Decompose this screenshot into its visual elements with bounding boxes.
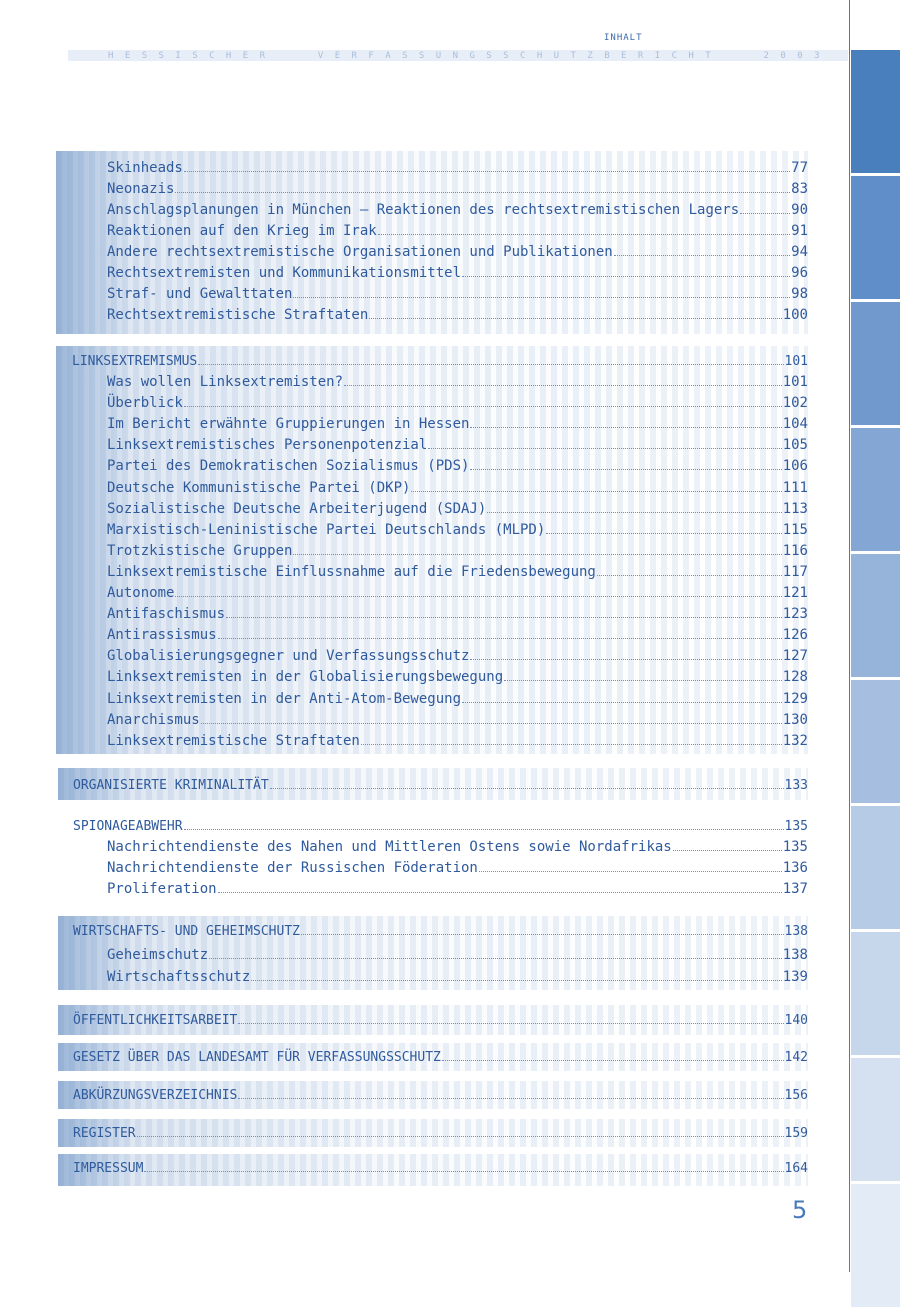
toc-leader-dots bbox=[293, 540, 781, 555]
toc-entry[interactable] bbox=[56, 498, 808, 519]
toc-entry-label: Deutsche Kommunistische Partei (DKP) bbox=[107, 479, 411, 496]
chapter-tab-7[interactable] bbox=[851, 806, 900, 929]
toc-page-number: 101 bbox=[782, 374, 808, 390]
toc-leader-dots bbox=[144, 1157, 783, 1172]
right-edge-line bbox=[849, 0, 850, 1272]
header-title-letter: G bbox=[469, 50, 475, 61]
toc-section-register bbox=[58, 1119, 808, 1147]
toc-section-oeffentlichkeitsarbeit bbox=[58, 1005, 808, 1035]
toc-entry[interactable] bbox=[56, 392, 808, 413]
toc-entry-label: Autonome bbox=[107, 585, 175, 601]
toc-leader-dots bbox=[344, 371, 782, 386]
toc-leader-dots bbox=[198, 350, 783, 365]
toc-entry-label: Marxistisch-Leninistische Partei Deutschlands (MLPD) bbox=[107, 521, 546, 538]
toc-entry-label: Neonazis bbox=[107, 181, 175, 197]
toc-leader-dots bbox=[361, 730, 782, 745]
toc-entry[interactable] bbox=[56, 477, 808, 498]
toc-page-number: 135 bbox=[782, 839, 808, 855]
chapter-tab-2[interactable] bbox=[851, 176, 900, 299]
toc-heading-label: SPIONAGEABWEHR bbox=[73, 819, 183, 834]
toc-heading-oeffentlichkeitsarbeit[interactable] bbox=[58, 1009, 808, 1030]
toc-entry-label: Wirtschaftsschutz bbox=[107, 969, 251, 985]
header-title-letter: B bbox=[604, 50, 610, 61]
toc-leader-dots bbox=[673, 836, 782, 851]
toc-entry-label: Anschlagsplanungen in München – Reaktionen des rechtsextremistischen Lagers bbox=[107, 202, 740, 218]
toc-entry-label: Linksextremistisches Personenpotenzial bbox=[107, 437, 428, 454]
toc-entry[interactable] bbox=[56, 199, 808, 220]
toc-leader-dots bbox=[238, 1009, 783, 1024]
toc-leader-dots bbox=[462, 262, 790, 277]
toc-entry-label: Skinheads bbox=[107, 160, 183, 176]
toc-entry-label: Trotzkistische Gruppen bbox=[107, 542, 293, 559]
toc-entry-label: Antirassismus bbox=[107, 627, 217, 644]
toc-entry[interactable] bbox=[56, 645, 808, 666]
toc-heading-organisierte-kriminalitaet[interactable] bbox=[58, 774, 808, 795]
header-title-letter: 2 bbox=[763, 50, 769, 61]
toc-entry-label: Linksextremistische Einflussnahme auf die Friedensbewegung bbox=[107, 563, 596, 580]
toc-page-number: 132 bbox=[782, 732, 808, 749]
toc-leader-dots bbox=[301, 920, 784, 935]
toc-page-number: 116 bbox=[782, 542, 808, 559]
toc-page-number: 117 bbox=[782, 563, 808, 580]
toc-heading-register[interactable] bbox=[58, 1122, 808, 1143]
chapter-tabs bbox=[851, 50, 900, 1310]
toc-page-number: 101 bbox=[784, 354, 808, 369]
toc-page-number: 127 bbox=[782, 648, 808, 665]
toc-entry[interactable] bbox=[56, 455, 808, 476]
header-title-letter: F bbox=[368, 50, 374, 61]
toc-page-number: 129 bbox=[782, 690, 808, 707]
header-title-letter: S bbox=[402, 50, 408, 61]
toc-entry[interactable] bbox=[56, 241, 808, 262]
header-title-letter: E bbox=[242, 50, 249, 61]
toc-entry-label: Antifaschismus bbox=[107, 606, 226, 623]
toc-page-number: 137 bbox=[782, 881, 808, 897]
toc-entry-label: Überblick bbox=[107, 395, 183, 412]
toc-entry[interactable] bbox=[56, 262, 808, 283]
toc-page-number: 102 bbox=[782, 395, 808, 412]
toc-page-number: 96 bbox=[791, 265, 808, 281]
toc-entry[interactable] bbox=[56, 730, 808, 751]
header-title-letter: E bbox=[334, 50, 341, 61]
header-title-letter: U bbox=[553, 50, 560, 61]
header-title-letter: A bbox=[385, 50, 391, 61]
toc-entry-label: Geheimschutz bbox=[107, 947, 209, 963]
toc-entry[interactable] bbox=[56, 582, 808, 603]
chapter-tab-5[interactable] bbox=[851, 554, 900, 677]
chapter-tab-6[interactable] bbox=[851, 680, 900, 803]
chapter-tab-8[interactable] bbox=[851, 932, 900, 1055]
header-title-letter: S bbox=[418, 50, 425, 61]
toc-leader-dots bbox=[218, 878, 782, 893]
chapter-tab-3[interactable] bbox=[851, 302, 900, 425]
toc-page-number: 94 bbox=[791, 244, 808, 260]
toc-page-number: 111 bbox=[782, 479, 808, 496]
toc-entry-label: Linksextremisten in der Globalisierungsbewegung bbox=[107, 669, 504, 686]
toc-entry[interactable] bbox=[56, 709, 808, 730]
toc-page-number: 142 bbox=[784, 1050, 808, 1065]
toc-heading-label: ABKÜRZUNGSVERZEICHNIS bbox=[73, 1088, 238, 1103]
toc-section-spionageabwehr bbox=[58, 815, 808, 905]
toc-leader-dots bbox=[428, 434, 781, 449]
toc-page-number: 91 bbox=[791, 223, 808, 239]
toc-entry[interactable] bbox=[56, 434, 808, 455]
toc-heading-label: LINKSEXTREMISMUS bbox=[72, 354, 198, 369]
toc-heading-label: REGISTER bbox=[73, 1126, 136, 1141]
toc-page-number: 128 bbox=[782, 669, 808, 686]
toc-leader-dots bbox=[442, 1046, 784, 1061]
toc-entry[interactable] bbox=[58, 944, 808, 965]
header-title-letter: R bbox=[351, 50, 357, 61]
toc-entry[interactable] bbox=[56, 519, 808, 540]
toc-entry-label: Partei des Demokratischen Sozialismus (PDS) bbox=[107, 458, 470, 475]
header-title-letter: C bbox=[519, 50, 526, 61]
toc-leader-dots bbox=[470, 413, 781, 428]
toc-section-linksextremismus bbox=[56, 346, 808, 754]
toc-section-rechtsextremismus bbox=[56, 151, 808, 334]
header-title-letter: S bbox=[158, 50, 164, 61]
header-title-letter: E bbox=[124, 50, 131, 61]
toc-leader-dots bbox=[614, 241, 790, 256]
toc-section-wirtschaftsschutz bbox=[58, 916, 808, 990]
toc-leader-dots bbox=[378, 220, 790, 235]
toc-leader-dots bbox=[462, 688, 782, 703]
toc-section-gesetz bbox=[58, 1043, 808, 1071]
toc-entry[interactable] bbox=[56, 666, 808, 687]
toc-entry[interactable] bbox=[56, 220, 808, 241]
header-title-letter: Z bbox=[587, 50, 593, 61]
toc-leader-dots bbox=[270, 774, 784, 789]
toc-heading-label: IMPRESSUM bbox=[73, 1161, 144, 1176]
toc-leader-dots bbox=[226, 603, 782, 618]
toc-leader-dots bbox=[597, 561, 782, 576]
toc-leader-dots bbox=[238, 1084, 783, 1099]
toc-page-number: 83 bbox=[791, 181, 808, 197]
toc-leader-dots bbox=[209, 944, 782, 959]
toc-entry[interactable] bbox=[56, 540, 808, 561]
toc-leader-dots bbox=[175, 178, 790, 193]
toc-leader-dots bbox=[470, 455, 781, 470]
toc-entry[interactable] bbox=[56, 603, 808, 624]
toc-heading-abkuerzungsverzeichnis[interactable] bbox=[58, 1084, 808, 1105]
toc-page-number: 105 bbox=[782, 437, 808, 454]
toc-leader-dots bbox=[201, 709, 782, 724]
toc-leader-dots bbox=[487, 498, 781, 513]
header-title-letter: H bbox=[536, 50, 543, 61]
chapter-tab-10[interactable] bbox=[851, 1184, 900, 1307]
toc-entry-label: Andere rechtsextremistische Organisationen und Publikationen bbox=[107, 244, 613, 260]
toc-page-number: 133 bbox=[784, 778, 808, 793]
toc-entry-label: Rechtsextremistische Straftaten bbox=[107, 307, 369, 323]
toc-entry[interactable] bbox=[58, 878, 808, 899]
toc-leader-dots bbox=[740, 199, 790, 214]
header-title-letter: S bbox=[192, 50, 198, 61]
toc-entry-label: Proliferation bbox=[107, 881, 217, 897]
toc-section-impressum bbox=[58, 1154, 808, 1186]
toc-heading-label: ÖFFENTLICHKEITSARBEIT bbox=[73, 1013, 238, 1028]
toc-leader-dots bbox=[137, 1122, 784, 1137]
toc-page-number: 77 bbox=[791, 160, 808, 176]
toc-heading-wirtschaftsschutz[interactable] bbox=[58, 920, 808, 941]
toc-page-number: 126 bbox=[782, 627, 808, 644]
toc-page-number: 164 bbox=[784, 1161, 808, 1176]
toc-page-number: 135 bbox=[784, 819, 808, 834]
toc-entry-label: Was wollen Linksextremisten? bbox=[107, 374, 344, 390]
toc-entry-label: Nachrichtendienste des Nahen und Mittleren Ostens sowie Nordafrikas bbox=[107, 839, 672, 855]
header-title-letter: C bbox=[671, 50, 677, 61]
toc-heading-linksextremismus[interactable] bbox=[56, 350, 808, 371]
header-title-letter: T bbox=[570, 50, 576, 61]
toc-section-abkuerzungsverzeichnis bbox=[58, 1081, 808, 1109]
toc-entry-label: Reaktionen auf den Krieg im Irak bbox=[107, 223, 377, 239]
toc-page-number: 138 bbox=[784, 924, 808, 939]
chapter-tab-4[interactable] bbox=[851, 428, 900, 551]
toc-entry-label: Straf- und Gewalttaten bbox=[107, 286, 293, 302]
toc-leader-dots bbox=[184, 815, 784, 830]
toc-heading-label: WIRTSCHAFTS- UND GEHEIMSCHUTZ bbox=[73, 924, 300, 939]
toc-entry[interactable] bbox=[56, 157, 808, 178]
toc-heading-spionageabwehr[interactable] bbox=[58, 815, 808, 836]
header-title-letter: T bbox=[705, 50, 711, 61]
toc-leader-dots bbox=[251, 966, 781, 981]
toc-entry-label: Linksextremistische Straftaten bbox=[107, 732, 360, 749]
header-title-letter: S bbox=[141, 50, 148, 61]
chapter-tab-9[interactable] bbox=[851, 1058, 900, 1181]
toc-entry[interactable] bbox=[58, 966, 808, 987]
header-title-letter: N bbox=[452, 50, 459, 61]
toc-page-number: 139 bbox=[782, 969, 808, 985]
toc-page-number: 98 bbox=[791, 286, 808, 302]
header-title-letter: R bbox=[259, 50, 266, 61]
toc-leader-dots bbox=[175, 582, 781, 597]
toc-page-number: 159 bbox=[784, 1126, 808, 1141]
toc-section-organisierte-kriminalitaet bbox=[58, 768, 808, 800]
toc-entry-label: Sozialistische Deutsche Arbeiterjugend (SDAJ) bbox=[107, 500, 487, 517]
toc-page-number: 123 bbox=[782, 606, 808, 623]
toc-entry-label: Linksextremisten in der Anti-Atom-Bewegung bbox=[107, 690, 462, 707]
toc-leader-dots bbox=[184, 392, 782, 407]
header-title-letter: 0 bbox=[780, 50, 786, 61]
header-title-letter: H bbox=[108, 50, 114, 61]
toc-page-number: 140 bbox=[784, 1013, 808, 1028]
header-title-letter: H bbox=[225, 50, 232, 61]
toc-leader-dots bbox=[218, 624, 782, 639]
toc-page-number: 156 bbox=[784, 1088, 808, 1103]
toc-entry[interactable] bbox=[56, 283, 808, 304]
toc-entry-label: Nachrichtendienste der Russischen Föderation bbox=[107, 860, 478, 876]
toc-heading-impressum[interactable] bbox=[58, 1157, 808, 1178]
toc-leader-dots bbox=[411, 477, 781, 492]
header-title-letter: U bbox=[435, 50, 442, 61]
header-title-letter: C bbox=[209, 50, 215, 61]
toc-page-number: 130 bbox=[782, 711, 808, 728]
toc-entry[interactable] bbox=[56, 688, 808, 709]
toc-entry[interactable] bbox=[56, 413, 808, 434]
toc-entry[interactable] bbox=[56, 371, 808, 392]
header-title-letter: E bbox=[621, 50, 627, 61]
page-number: 5 bbox=[792, 1196, 808, 1224]
toc-entry[interactable] bbox=[56, 178, 808, 199]
toc-page-number: 106 bbox=[782, 458, 808, 475]
toc-leader-dots bbox=[546, 519, 781, 534]
toc-leader-dots bbox=[504, 666, 782, 681]
header-title-letter: H bbox=[688, 50, 694, 61]
toc-leader-dots bbox=[293, 283, 790, 298]
toc-page-number: 90 bbox=[791, 202, 808, 218]
header-title-letter: V bbox=[317, 50, 324, 61]
toc-entry-label: Rechtsextremisten und Kommunikationsmittel bbox=[107, 265, 462, 281]
toc-leader-dots bbox=[369, 304, 781, 319]
header-title bbox=[108, 50, 820, 61]
toc-page-number: 121 bbox=[782, 585, 808, 601]
header-section-label: INHALT bbox=[604, 33, 643, 43]
toc-entry[interactable] bbox=[56, 561, 808, 582]
header-title-letter: 3 bbox=[814, 50, 820, 61]
header-title-letter: I bbox=[175, 50, 181, 61]
toc-heading-label: ORGANISIERTE KRIMINALITÄT bbox=[73, 778, 269, 793]
header-title-letter: S bbox=[486, 50, 492, 61]
toc-leader-dots bbox=[479, 857, 782, 872]
header-title-letter: I bbox=[654, 50, 661, 61]
toc-leader-dots bbox=[470, 645, 781, 660]
header-title-letter: R bbox=[637, 50, 644, 61]
toc-heading-gesetz[interactable] bbox=[58, 1046, 808, 1067]
toc-entry[interactable] bbox=[58, 836, 808, 857]
toc-entry[interactable] bbox=[58, 857, 808, 878]
toc-entry-label: Globalisierungsgegner und Verfassungsschutz bbox=[107, 648, 470, 665]
toc-entry-label: Im Bericht erwähnte Gruppierungen in Hessen bbox=[107, 416, 470, 433]
toc-entry-label: Anarchismus bbox=[107, 711, 200, 728]
toc-page-number: 115 bbox=[782, 521, 808, 538]
toc-entry[interactable] bbox=[56, 624, 808, 645]
toc-entry[interactable] bbox=[56, 304, 808, 325]
toc-page-number: 136 bbox=[782, 860, 808, 876]
toc-page-number: 138 bbox=[782, 947, 808, 963]
toc-heading-label: GESETZ ÜBER DAS LANDESAMT FÜR VERFASSUNGSSCHUTZ bbox=[73, 1050, 441, 1065]
header-title-letter: S bbox=[503, 50, 509, 61]
toc-page-number: 104 bbox=[782, 416, 808, 433]
header-title-letter: 0 bbox=[797, 50, 803, 61]
toc-page-number: 113 bbox=[782, 500, 808, 517]
toc-leader-dots bbox=[184, 157, 790, 172]
toc-page-number: 100 bbox=[782, 307, 808, 323]
chapter-tab-1[interactable] bbox=[851, 50, 900, 173]
